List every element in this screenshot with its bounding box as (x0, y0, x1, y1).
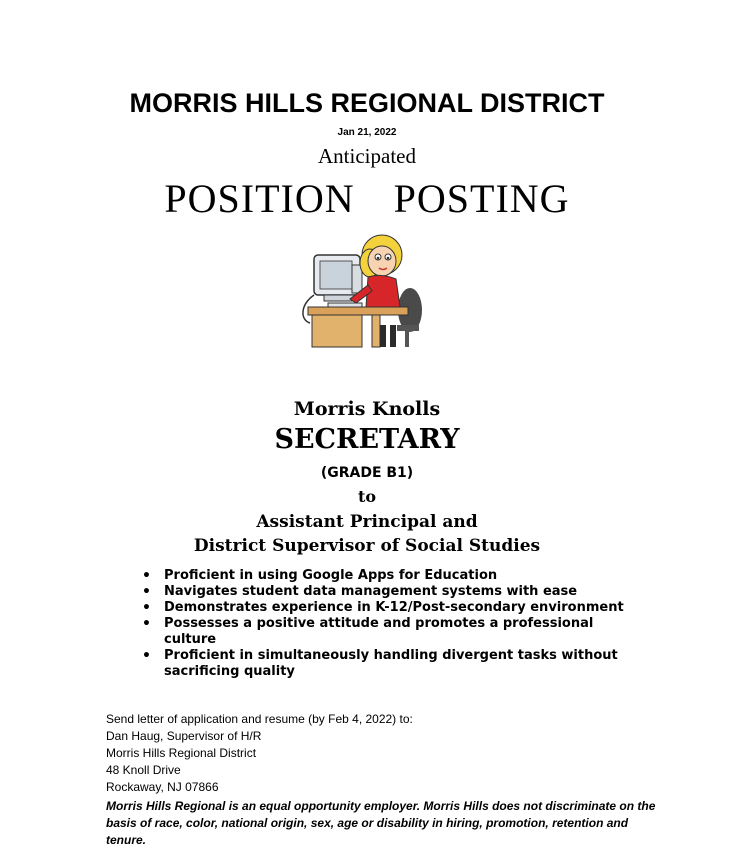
contact-block (106, 711, 666, 796)
posting-date: Jan 21, 2022 (337, 127, 397, 138)
secretary-at-computer-icon (300, 225, 435, 360)
requirements-list (140, 568, 640, 680)
requirement-item: • Proficient in simultaneously handling divergent tasks without sacrificing quality (140, 648, 640, 680)
position-title: SECRETARY (274, 424, 460, 455)
requirement-item: • Proficient in using Google Apps for Education (140, 568, 640, 584)
requirement-item: • Possesses a positive attitude and promotes a professional culture (140, 616, 640, 648)
application-instruction: Send letter of application and resume (by Feb 4, 2022) to: (106, 712, 413, 726)
posting-heading: POSITION POSTING (164, 176, 570, 221)
to-label: to (357, 487, 377, 506)
district-title: MORRIS HILLS REGIONAL DISTRICT (129, 88, 605, 118)
contact-street: 48 Knoll Drive (106, 763, 181, 777)
requirement-item: • Demonstrates experience in K-12/Post-secondary environment (140, 600, 640, 616)
school-location: Morris Knolls (293, 398, 441, 420)
contact-city: Rockaway, NJ 07866 (106, 780, 219, 794)
contact-name: Dan Haug, Supervisor of H/R (106, 729, 262, 743)
reports-to-line-1: Assistant Principal and (256, 512, 478, 532)
contact-organization: Morris Hills Regional District (106, 746, 257, 760)
anticipated-label: Anticipated (318, 144, 416, 168)
eeo-statement: Morris Hills Regional is an equal opportunity employer. Morris Hills does not discriminate on the basis of race, color, national origin, sex, age or disability in hiring, promotion, retention and tenure. (106, 799, 656, 847)
requirement-item: • Navigates student data management systems with ease (140, 584, 640, 600)
reports-to-line-2: District Supervisor of Social Studies (193, 536, 541, 556)
position-grade: (GRADE B1) (320, 465, 414, 481)
